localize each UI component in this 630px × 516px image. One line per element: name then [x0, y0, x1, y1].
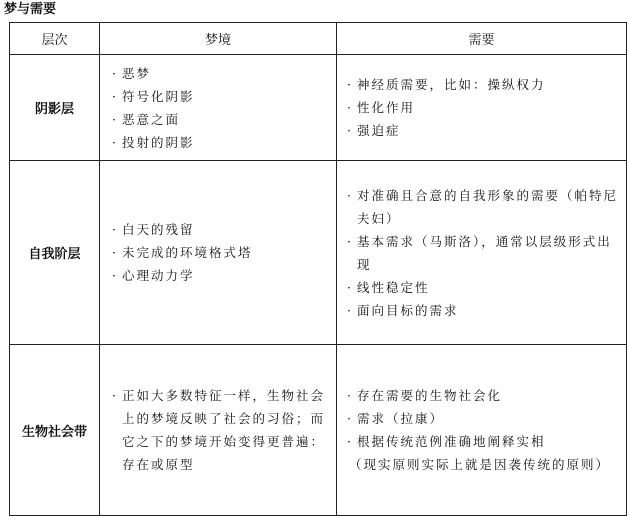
layer-cell: 阴影层 — [10, 55, 100, 161]
list-item: · 存在需要的生物社会化 — [341, 384, 622, 407]
list-item: · 根据传统范例准确地阐释实相 — [341, 430, 622, 453]
table-row-biosocial — [10, 345, 627, 516]
list-item: · 符号化阴影 — [106, 85, 336, 108]
table-row-shadow — [10, 55, 627, 161]
list-item: · 心理动力学 — [106, 264, 336, 287]
need-list — [337, 384, 626, 476]
page-title: 梦与需要 — [4, 2, 57, 17]
list-item: · 正如大多数特征一样，生物社会上的梦境反映了社会的习俗；而它之下的梦境开始变得更普遍：存在或原型 — [106, 384, 336, 476]
list-item: · 基本需求（马斯洛），通常以层级形式出现 — [341, 230, 622, 276]
list-item: · 对准确且合意的自我形象的需要（帕特尼夫妇） — [341, 184, 622, 230]
list-item: · 神经质需要，比如：操纵权力 — [341, 73, 622, 96]
dream-list — [100, 384, 336, 476]
table-row-ego — [10, 161, 627, 345]
dream-need-table — [9, 22, 627, 516]
need-cell — [337, 55, 627, 161]
header-need: 需要 — [337, 23, 627, 55]
need-list — [337, 73, 626, 142]
header-dream: 梦境 — [100, 23, 337, 55]
dream-list — [100, 218, 336, 287]
dream-cell — [100, 345, 337, 516]
dream-cell — [100, 55, 337, 161]
list-item: · 面向目标的需求 — [341, 299, 622, 322]
list-item: · 白天的残留 — [106, 218, 336, 241]
layer-cell: 自我阶层 — [10, 161, 100, 345]
list-item: · 投射的阴影 — [106, 131, 336, 154]
list-item: · 强迫症 — [341, 119, 622, 142]
dream-list — [100, 62, 336, 154]
need-list — [337, 184, 626, 322]
layer-cell: 生物社会带 — [10, 345, 100, 516]
need-cell — [337, 161, 627, 345]
list-item: · 未完成的环境格式塔 — [106, 241, 336, 264]
list-item: · 线性稳定性 — [341, 276, 622, 299]
list-item: · 需求（拉康） — [341, 407, 622, 430]
list-item: · 恶意之面 — [106, 108, 336, 131]
header-row — [10, 23, 627, 55]
need-cell — [337, 345, 627, 516]
list-item: · 恶梦 — [106, 62, 336, 85]
list-item-note: （现实原则实际上就是因袭传统的原则） — [349, 457, 611, 472]
list-item: · 性化作用 — [341, 96, 622, 119]
header-layer: 层次 — [10, 23, 100, 55]
dream-cell — [100, 161, 337, 345]
